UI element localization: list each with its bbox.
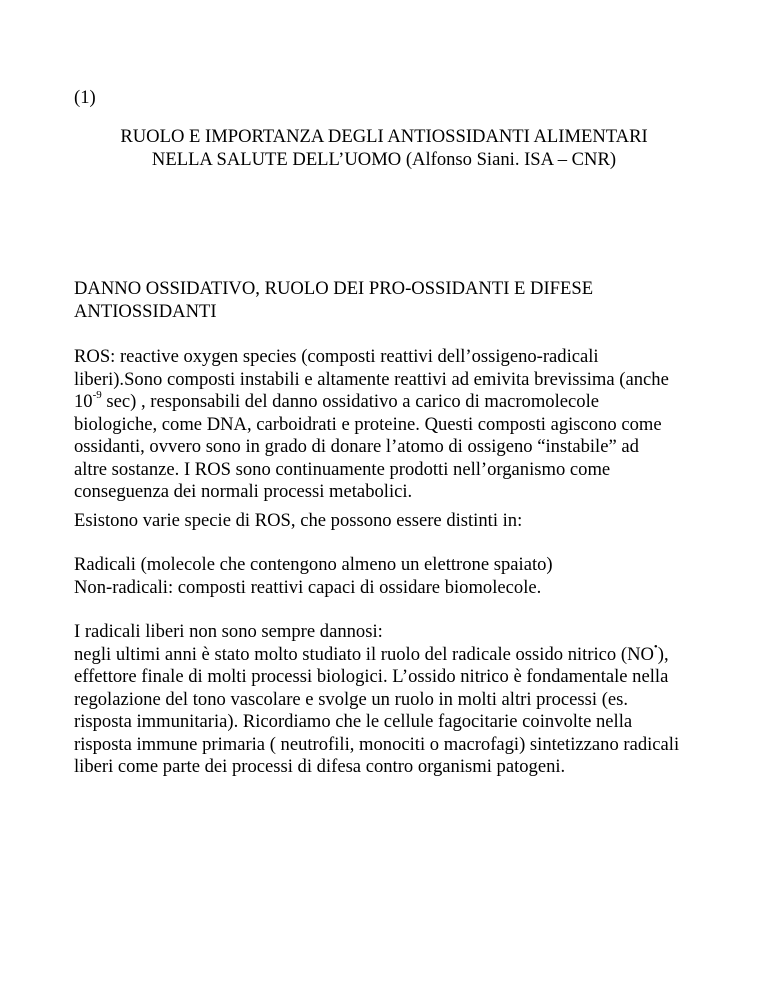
paragraph-line: ossidanti, ovvero sono in grado di donare l’atomo di ossigeno “instabile” ad [74,436,639,457]
paragraph-line: conseguenza dei normali processi metabolici. [74,481,413,502]
paragraph-line: risposta immune primaria ( neutrofili, monociti o macrofagi) sintetizzano radicali [74,733,680,755]
paragraph-line: risposta immunitaria). Ricordiamo che le cellule fagocitarie coinvolte nella [74,711,633,732]
paragraph-line: Non-radicali: composti reattivi capaci di ossidare biomolecole. [74,576,542,598]
paragraph-line: I radicali liberi non sono sempre dannosi: [74,621,383,642]
exponent-base: 10 [74,391,93,412]
paragraph-line: liberi).Sono composti instabili e altamente reattivi ad emivita brevissima (anche [74,368,669,390]
exponent-line-rest: sec) , responsabili del danno ossidativo a carico di macromolecole [101,391,599,412]
exponent-superscript: -9 [92,388,102,401]
paragraph-ros-species [74,510,704,533]
nitric-oxide-close: ), [657,643,669,665]
nitric-oxide-text: negli ultimi anni è stato molto studiato il ruolo del radicale ossido nitrico (NO [74,643,654,665]
paragraph-line-with-symbol [74,641,704,667]
paragraph-free-radicals [74,621,704,779]
paragraph-line: effettore finale di molti processi biologici. L’ossido nitrico è fondamentale nella [74,666,669,687]
paragraph-line: liberi come parte dei processi di difesa contro organismi patogeni. [74,756,566,777]
paragraph-line: biologiche, come DNA, carboidrati e proteine. Questi composti agiscono come [74,413,662,435]
radical-dot-symbol: • [653,641,658,654]
title-line-1: RUOLO E IMPORTANZA DEGLI ANTIOSSIDANTI ALIMENTARI [120,126,648,147]
title-line-2: NELLA SALUTE DELL’UOMO (Alfonso Siani. ISA – CNR) [151,148,617,170]
document-title [74,126,694,171]
section-heading-line-1: DANNO OSSIDATIVO, RUOLO DEI PRO-OSSIDANTI E DIFESE [74,278,594,299]
section-heading [74,278,704,323]
paragraph-line: Radicali (molecole che contengono almeno un elettrone spaiato) [74,554,553,575]
paragraph-ros-definition [74,346,704,504]
paragraph-ros-types [74,554,704,599]
paragraph-line-with-exponent [74,388,704,414]
paragraph-line: regolazione del tono vascolare e svolge un ruolo in molti altri processi (es. [74,688,629,710]
section-heading-line-2: ANTIOSSIDANTI [74,300,217,322]
paragraph-line: ROS: reactive oxygen species (composti reattivi dell’ossigeno-radicali [74,346,599,367]
page-number-text: (1) [74,87,96,108]
paragraph-line: Esistono varie specie di ROS, che possono essere distinti in: [74,510,523,531]
page-number [74,87,704,110]
paragraph-line: altre sostanze. I ROS sono continuamente prodotti nell’organismo come [74,458,611,480]
